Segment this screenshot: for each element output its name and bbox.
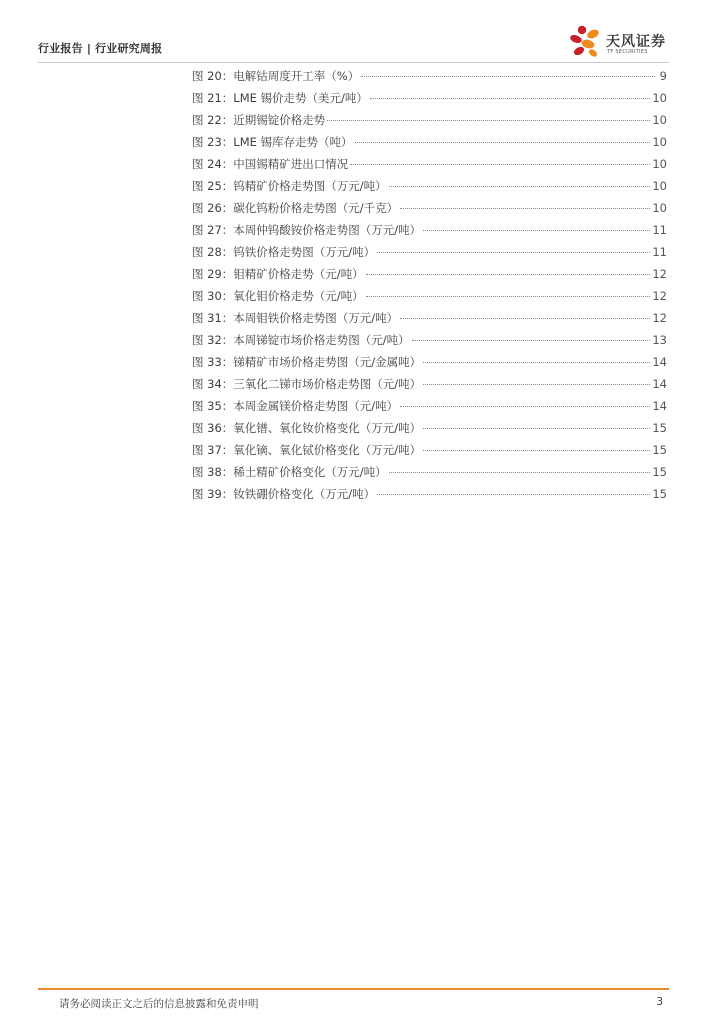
toc-leader-dots <box>327 120 650 121</box>
toc-entry-page[interactable]: 15 <box>652 443 667 457</box>
toc-entry-page[interactable]: 15 <box>652 465 667 479</box>
toc-entry-page[interactable]: 15 <box>652 487 667 501</box>
toc-entry-page[interactable]: 14 <box>652 377 667 391</box>
toc-entry-page[interactable]: 11 <box>652 245 667 259</box>
toc-entry[interactable] <box>192 178 667 200</box>
toc-entry[interactable] <box>192 288 667 310</box>
company-logo <box>569 22 669 60</box>
toc-entry-label[interactable]: 图 21：LME 锡价走势（美元/吨） <box>192 91 368 105</box>
toc-leader-dots <box>389 472 651 473</box>
toc-entry-label[interactable]: 图 23：LME 锡库存走势（吨） <box>192 135 353 149</box>
toc-entry-label[interactable]: 图 27：本周仲钨酸铵价格走势图（万元/吨） <box>192 223 422 237</box>
toc-leader-dots <box>366 296 651 297</box>
toc-entry[interactable] <box>192 266 667 288</box>
toc-leader-dots <box>361 76 655 77</box>
toc-entry-page[interactable]: 13 <box>652 333 667 347</box>
toc-entry-label[interactable]: 图 28：钨铁价格走势图（万元/吨） <box>192 245 376 259</box>
toc-entry-page[interactable]: 15 <box>652 421 667 435</box>
toc-entry[interactable] <box>192 310 667 332</box>
logo-chinese-name: 天风证券 <box>606 34 666 50</box>
toc-entry[interactable] <box>192 200 667 222</box>
toc-entry-page[interactable]: 12 <box>652 311 667 325</box>
toc-entry-page[interactable]: 10 <box>652 201 667 215</box>
toc-entry[interactable] <box>192 398 667 420</box>
toc-entry[interactable] <box>192 156 667 178</box>
toc-entry-label[interactable]: 图 35：本周金属镁价格走势图（元/吨） <box>192 399 399 413</box>
toc-leader-dots <box>423 450 650 451</box>
toc-leader-dots <box>400 406 650 407</box>
toc-entry[interactable] <box>192 244 667 266</box>
toc-entry-page[interactable]: 12 <box>652 289 667 303</box>
toc-entry-label[interactable]: 图 29：钼精矿价格走势（元/吨） <box>192 267 364 281</box>
toc-entry-page[interactable]: 10 <box>652 91 667 105</box>
report-category: 行业报告 | 行业研究周报 <box>38 42 163 55</box>
toc-entry[interactable] <box>192 112 667 134</box>
toc-entry-label[interactable]: 图 30：氧化钼价格走势（元/吨） <box>192 289 364 303</box>
toc-entry[interactable] <box>192 376 667 398</box>
toc-leader-dots <box>350 164 650 165</box>
toc-entry[interactable] <box>192 222 667 244</box>
toc-leader-dots <box>423 384 650 385</box>
toc-entry-page[interactable]: 10 <box>652 157 667 171</box>
page-header <box>38 22 669 63</box>
toc-entry[interactable] <box>192 420 667 442</box>
toc-entry-page[interactable]: 11 <box>652 223 667 237</box>
figure-list <box>192 68 667 508</box>
tf-logo-mark-icon <box>569 24 603 58</box>
toc-leader-dots <box>412 340 651 341</box>
toc-entry-page[interactable]: 10 <box>652 135 667 149</box>
toc-entry-page[interactable]: 14 <box>652 399 667 413</box>
toc-entry[interactable] <box>192 68 667 90</box>
toc-leader-dots <box>366 274 651 275</box>
toc-entry-label[interactable]: 图 38：稀土精矿价格变化（万元/吨） <box>192 465 387 479</box>
toc-entry-page[interactable]: 14 <box>652 355 667 369</box>
toc-entry-page[interactable]: 10 <box>652 113 667 127</box>
toc-leader-dots <box>377 494 650 495</box>
toc-leader-dots <box>377 252 650 253</box>
toc-entry[interactable] <box>192 90 667 112</box>
toc-leader-dots <box>389 186 651 187</box>
toc-entry[interactable] <box>192 464 667 486</box>
toc-entry[interactable] <box>192 134 667 156</box>
toc-entry-page[interactable]: 9 <box>659 69 667 83</box>
toc-leader-dots <box>355 142 651 143</box>
toc-entry-label[interactable]: 图 33：锑精矿市场价格走势图（元/金属吨） <box>192 355 422 369</box>
toc-entry-label[interactable]: 图 26：碳化钨粉价格走势图（元/千克） <box>192 201 399 215</box>
toc-entry-label[interactable]: 图 20：电解钴周度开工率（%） <box>192 69 360 83</box>
toc-leader-dots <box>370 98 650 99</box>
toc-leader-dots <box>423 428 650 429</box>
toc-entry-page[interactable]: 10 <box>652 179 667 193</box>
toc-entry-label[interactable]: 图 24：中国锡精矿进出口情况 <box>192 157 349 171</box>
page-footer <box>38 988 669 1010</box>
toc-entry-label[interactable]: 图 39：钕铁硼价格变化（万元/吨） <box>192 487 376 501</box>
toc-entry[interactable] <box>192 332 667 354</box>
toc-entry[interactable] <box>192 354 667 376</box>
disclaimer-note: 请务必阅读正文之后的信息披露和免责申明 <box>59 998 259 1010</box>
page-number: 3 <box>656 996 663 1008</box>
toc-entry-label[interactable]: 图 31：本周钼铁价格走势图（万元/吨） <box>192 311 399 325</box>
toc-leader-dots <box>423 362 650 363</box>
toc-leader-dots <box>400 208 650 209</box>
toc-entry[interactable] <box>192 486 667 508</box>
toc-entry-label[interactable]: 图 37：氧化镝、氧化铽价格变化（万元/吨） <box>192 443 422 457</box>
toc-entry-page[interactable]: 12 <box>652 267 667 281</box>
toc-entry-label[interactable]: 图 25：钨精矿价格走势图（万元/吨） <box>192 179 387 193</box>
toc-entry-label[interactable]: 图 32：本周锑锭市场价格走势图（元/吨） <box>192 333 410 347</box>
toc-entry-label[interactable]: 图 22：近期锡锭价格走势 <box>192 113 326 127</box>
toc-entry-label[interactable]: 图 36：氧化镨、氧化钕价格变化（万元/吨） <box>192 421 422 435</box>
toc-leader-dots <box>423 230 650 231</box>
toc-leader-dots <box>400 318 650 319</box>
logo-english-name: TF SECURITIES <box>607 49 648 55</box>
toc-entry-label[interactable]: 图 34：三氧化二锑市场价格走势图（元/吨） <box>192 377 422 391</box>
toc-entry[interactable] <box>192 442 667 464</box>
